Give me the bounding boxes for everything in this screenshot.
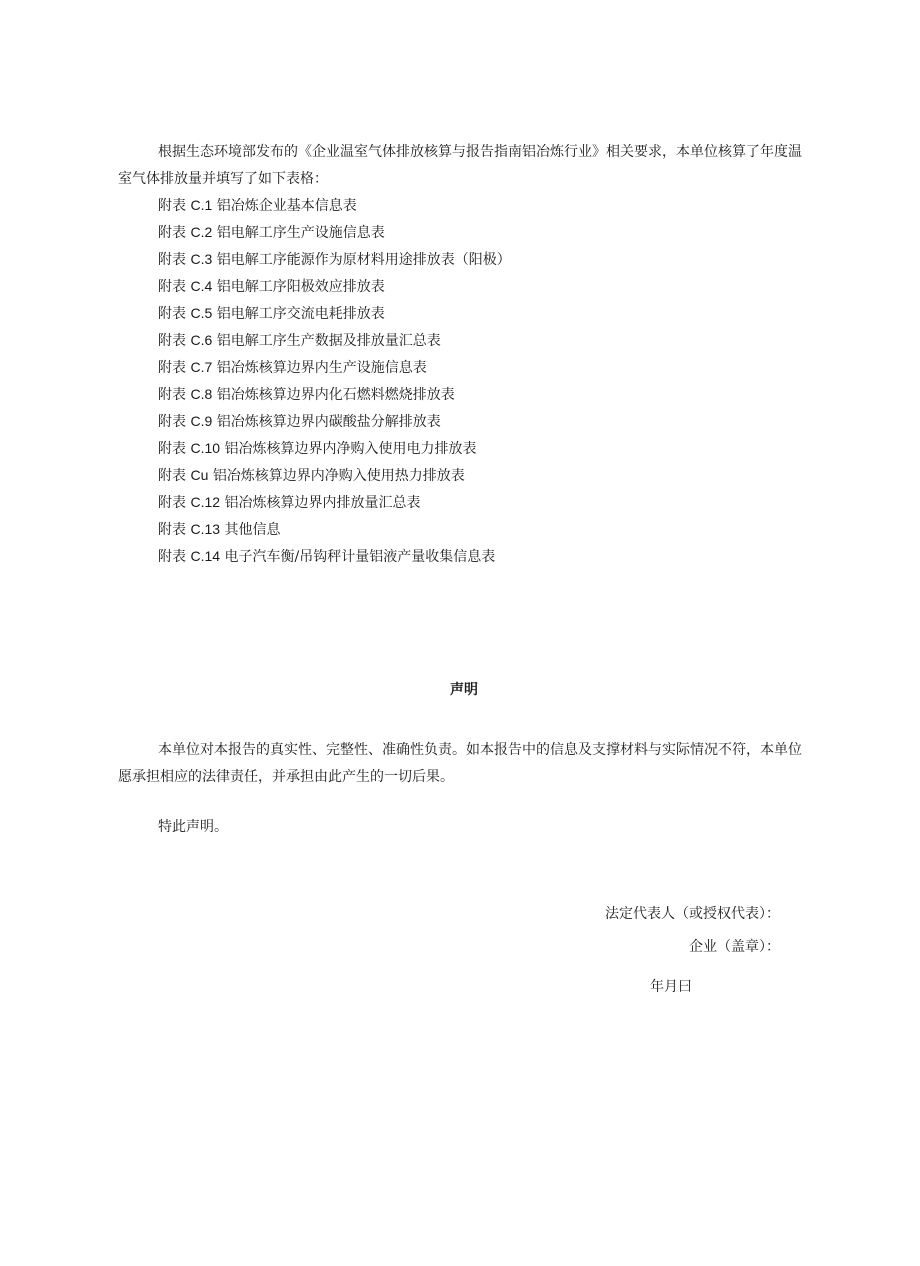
annex-code: C.12 [190,494,221,510]
annex-item [158,219,511,246]
annex-title: 电子汽车衡/吊钩秤计量铝液产量收集信息表 [224,549,496,565]
annex-code: C.2 [190,224,213,240]
annex-code: C.3 [190,251,213,267]
annex-code: C.1 [190,197,213,213]
annex-code: C.14 [190,548,221,564]
annex-item [158,354,511,381]
annex-prefix: 附表 [158,252,186,268]
annex-prefix: 附表 [158,387,186,403]
annex-prefix: 附表 [158,468,186,484]
annex-prefix: 附表 [158,495,186,511]
annex-item [158,327,511,354]
annex-item [158,462,511,489]
annex-code: C.9 [190,413,213,429]
annex-title: 铝冶炼核算边界内净购入使用热力排放表 [212,468,465,484]
annex-title: 铝冶炼核算边界内生产设施信息表 [216,360,427,376]
annex-title: 铝电解工序能源作为原材料用途排放表（阳极） [216,252,511,268]
annex-prefix: 附表 [158,279,186,295]
annex-prefix: 附表 [158,549,186,565]
annex-code: C.6 [190,332,213,348]
annex-item [158,381,511,408]
annex-title: 铝电解工序生产设施信息表 [216,225,385,241]
annex-item [158,408,511,435]
annex-item [158,516,511,543]
annex-prefix: 附表 [158,414,186,430]
annex-prefix: 附表 [158,441,186,457]
date-line: 年月曰 [650,979,692,995]
annex-title: 铝冶炼企业基本信息表 [216,198,357,214]
annex-code: C.4 [190,278,213,294]
declaration-title: 声明 [450,682,478,698]
annex-code: C.8 [190,386,213,402]
annex-title: 铝冶炼核算边界内化石燃料燃烧排放表 [216,387,455,403]
declaration-body: 本单位对本报告的真实性、完整性、准确性负责。如本报告中的信息及支撑材料与实际情况不符，本单位愿承担相应的法律责任，并承担由此产生的一切后果。 [118,742,802,785]
enterprise-seal-line: 企业（盖章）： [689,939,780,955]
representative-signature-line: 法定代表人（或授权代表）： [605,906,780,922]
annex-title: 铝电解工序阳极效应排放表 [216,279,385,295]
annex-item [158,192,511,219]
annex-code: C.13 [190,521,221,537]
annex-title: 铝冶炼核算边界内碳酸盐分解排放表 [216,414,441,430]
annex-prefix: 附表 [158,198,186,214]
annex-code: Cu [190,467,209,483]
annex-list [158,192,511,570]
intro-paragraph: 根据生态环境部发布的《企业温室气体排放核算与报告指南铝冶炼行业》相关要求，本单位核算了年度温室气体排放量并填写了如下表格： [118,144,802,187]
declaration-closing: 特此声明。 [158,819,228,835]
annex-code: C.10 [190,440,221,456]
annex-code: C.5 [190,305,213,321]
annex-item [158,489,511,516]
annex-prefix: 附表 [158,333,186,349]
annex-title: 铝冶炼核算边界内净购入使用电力排放表 [224,441,477,457]
annex-prefix: 附表 [158,306,186,322]
annex-title: 铝电解工序生产数据及排放量汇总表 [216,333,441,349]
annex-title: 铝冶炼核算边界内排放量汇总表 [224,495,421,511]
annex-prefix: 附表 [158,522,186,538]
annex-code: C.7 [190,359,213,375]
annex-item [158,246,511,273]
annex-item [158,543,511,570]
annex-prefix: 附表 [158,360,186,376]
annex-item [158,435,511,462]
annex-prefix: 附表 [158,225,186,241]
annex-item [158,273,511,300]
annex-title: 铝电解工序交流电耗排放表 [216,306,385,322]
annex-title: 其他信息 [224,522,281,538]
annex-item [158,300,511,327]
